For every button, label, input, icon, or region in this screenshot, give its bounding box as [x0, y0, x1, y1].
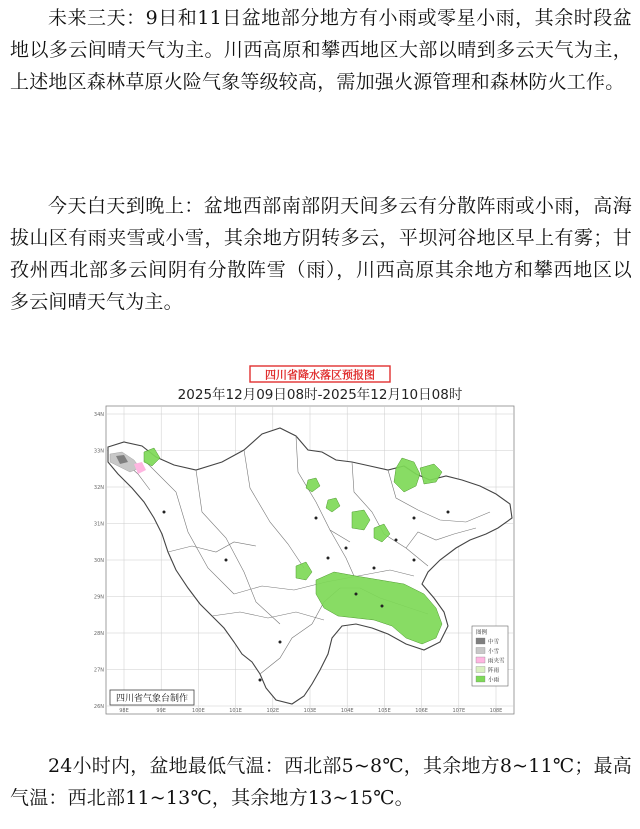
lat-label: 31N [93, 521, 104, 528]
lon-label: 102E [266, 708, 280, 714]
lat-label: 32N [93, 485, 104, 491]
precipitation-forecast-map [84, 362, 556, 720]
map-subtitle: 2025年12月09日08时-2025年12月10日08时 [177, 387, 463, 403]
lat-label: 29N [93, 594, 104, 601]
lon-label: 103E [303, 708, 317, 714]
lat-label: 30N [93, 558, 104, 564]
legend-swatch [476, 667, 485, 673]
temperature-forecast: 24小时内，盆地最低气温：西北部5~8℃，其余地方8~11℃；最高气温：西北部11~13℃，其余地方13~15℃。 [10, 755, 632, 809]
lat-label: 27N [93, 667, 104, 674]
map-title: 四川省降水落区预报图 [265, 368, 375, 382]
lat-label: 26N [93, 704, 104, 710]
lon-label: 107E [452, 708, 466, 714]
lat-label: 34N [93, 412, 104, 418]
legend-label: 中雪 [488, 639, 500, 646]
legend-swatch [476, 638, 485, 644]
lat-label: 28N [93, 631, 104, 637]
forecast-three-days: 未来三天：9日和11日盆地部分地方有小雨或零星小雨，其余时段盆地以多云间晴天气为主。川西高原和攀西地区大部以晴到多云天气为主，上述地区森林草原火险气象等级较高，需加强火源管理和森林防火工作。 [10, 7, 632, 93]
legend-swatch [476, 648, 485, 654]
legend-swatch [476, 676, 485, 682]
lon-label: 100E [192, 708, 205, 714]
map-credit: 四川省气象台制作 [115, 694, 189, 704]
forecast-today: 今天白天到晚上：盆地西部南部阴天间多云有分散阵雨或小雨，高海拔山区有雨夹雪或小雪，其余地方阴转多云，平坝河谷地区早上有雾；甘孜州西北部多云间阴有分散阵雪（雨），川西高原其余地方和攀西地区以多云间晴天气为主。 [10, 195, 632, 313]
lon-label: 101E [229, 708, 242, 714]
legend-label: 小雪 [488, 649, 500, 655]
legend-swatch [476, 657, 485, 663]
legend-label: 小雨 [488, 677, 500, 684]
lon-label: 98E [119, 708, 129, 714]
latitude-labels [94, 412, 104, 710]
lon-label: 105E [378, 708, 391, 714]
map-legend [472, 626, 508, 686]
lat-label: 33N [93, 448, 104, 455]
legend-title: 图例 [476, 630, 488, 636]
lon-label: 108E [489, 708, 503, 714]
lon-label: 99E [156, 708, 166, 714]
legend-label: 阵雨 [488, 668, 500, 674]
legend-label: 雨夹雪 [488, 658, 505, 665]
lon-label: 106E [415, 708, 428, 714]
lon-label: 104E [340, 708, 354, 714]
